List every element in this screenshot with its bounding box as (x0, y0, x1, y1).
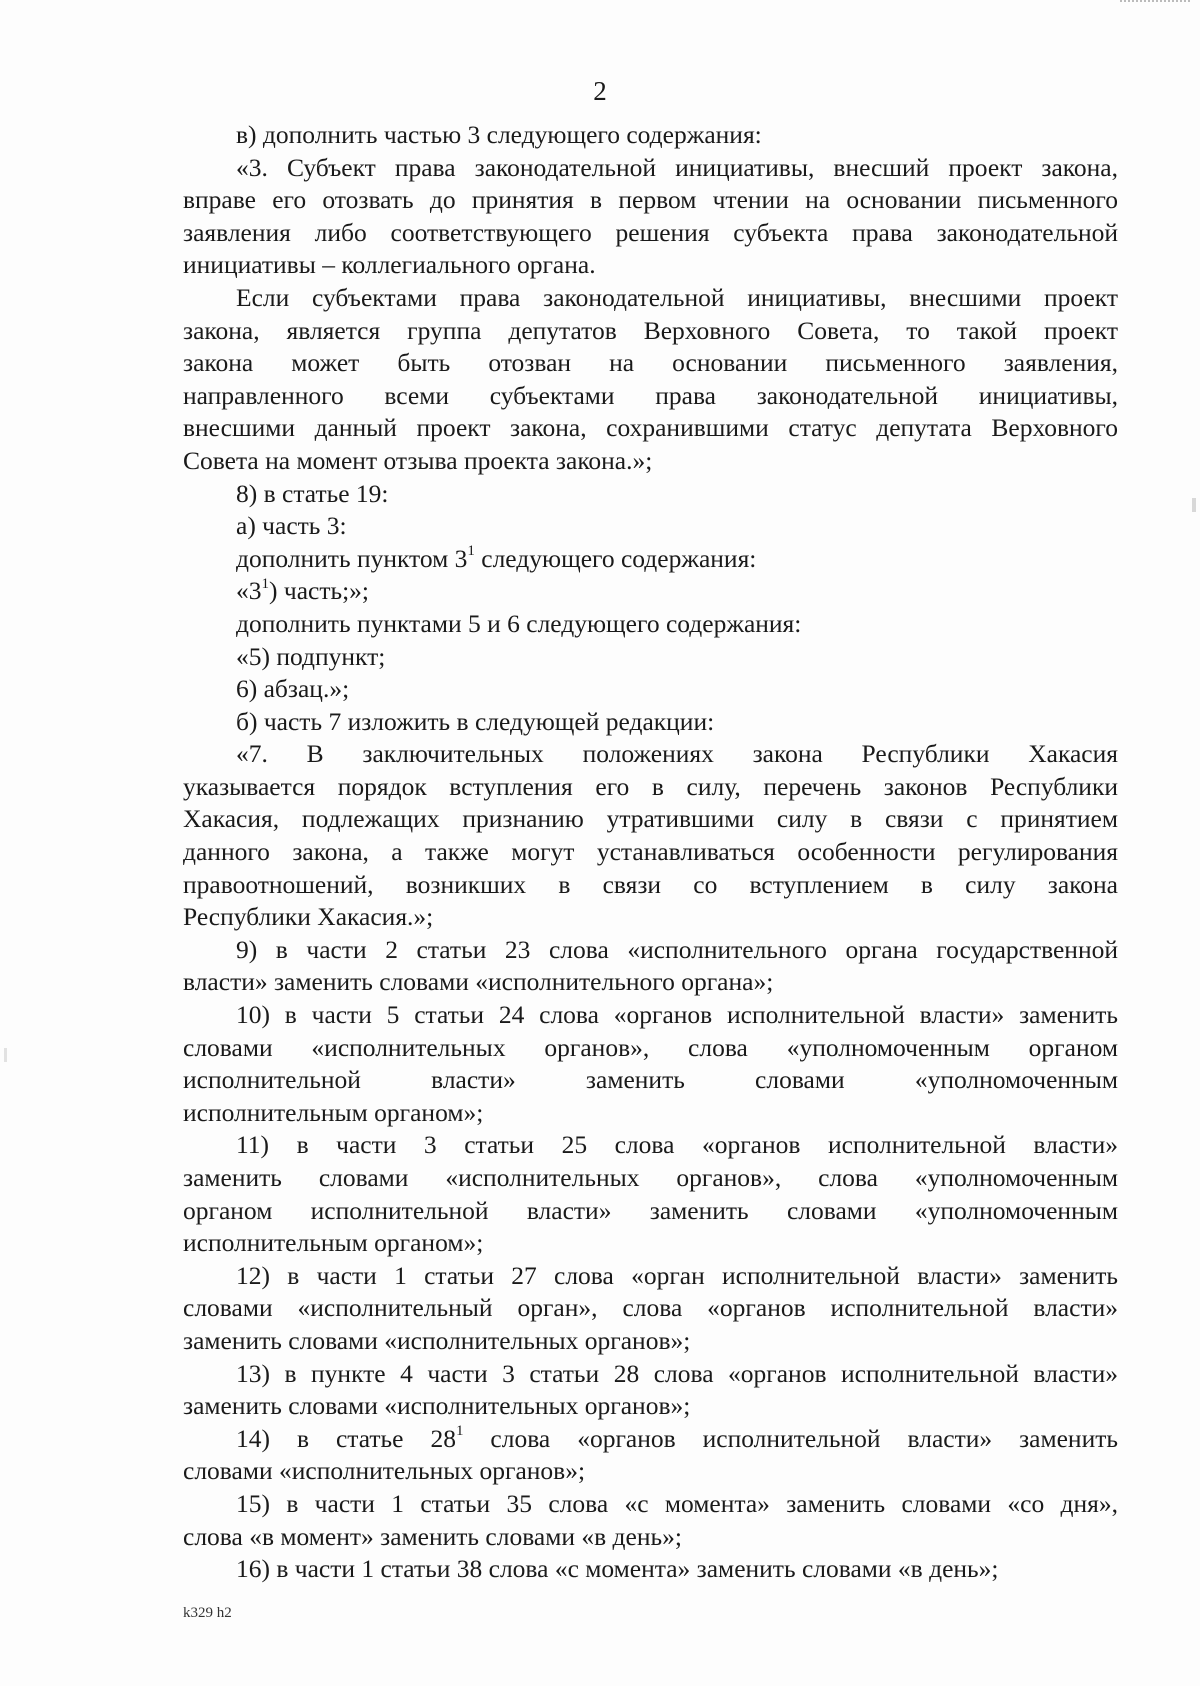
text-line: органом исполнительной власти» заменить словами «уполномоченным (183, 1195, 1118, 1225)
text-line: словами «исполнительных органов», слова «уполномоченным органом (183, 1032, 1118, 1062)
text-line: власти» заменить словами «исполнительного органа»; (183, 967, 774, 997)
text-line: 6) абзац.»; (236, 674, 350, 704)
text-line: правоотношений, возникших в связи со вступлением в силу закона (183, 869, 1118, 899)
text-fragment: «3 (236, 576, 262, 606)
text-line: внесшими данный проект закона, сохранившими статус депутата Верховного (183, 413, 1118, 443)
text-line: закона может быть отозван на основании письменного заявления, (183, 348, 1118, 378)
text-line: Хакасия, подлежащих признанию утратившими силу в связи с принятием (183, 804, 1118, 834)
text-line: 13) в пункте 4 части 3 статьи 28 слова «органов исполнительной власти» (236, 1358, 1118, 1388)
text-line: заменить словами «исполнительных органов»; (183, 1325, 691, 1355)
superscript: 1 (261, 575, 269, 592)
text-fragment: дополнить пунктом 3 (236, 543, 468, 573)
text-fragment: следующего содержания: (474, 543, 757, 573)
text-line: вправе его отозвать до принятия в первом чтении на основании письменного (183, 185, 1118, 215)
text-line: 12) в части 1 статьи 27 слова «орган исполнительной власти» заменить (236, 1260, 1118, 1290)
text-line: «5) подпункт; (236, 641, 386, 671)
text-line: Если субъектами права законодательной инициативы, внесшими проект (236, 282, 1118, 312)
text-line: заменить словами «исполнительных органов»; (183, 1391, 691, 1421)
superscript: 1 (467, 543, 475, 560)
text-line: исполнительным органом»; (183, 1097, 484, 1127)
text-line: дополнить пунктами 5 и 6 следующего содержания: (236, 608, 802, 638)
text-line: исполнительной власти» заменить словами «уполномоченным (183, 1065, 1118, 1095)
text-line: 9) в части 2 статьи 23 слова «исполнительного органа государственной (236, 934, 1118, 964)
text-line: исполнительным органом»; (183, 1228, 484, 1258)
footer-document-code: k329 h2 (183, 1605, 232, 1621)
text-line: а) часть 3: (236, 511, 347, 541)
text-line: б) часть 7 изложить в следующей редакции: (236, 706, 715, 736)
text-line: слова «в момент» заменить словами «в день»; (183, 1521, 682, 1551)
text-fragment: слова «органов исполнительной власти» заменить (463, 1423, 1119, 1453)
scan-edge-mark-left (4, 1048, 7, 1062)
page-number: 2 (593, 76, 607, 106)
text-line: 15) в части 1 статьи 35 слова «с момента» заменить словами «со дня», (236, 1488, 1118, 1518)
text-line: «3. Субъект права законодательной инициативы, внесший проект закона, (236, 152, 1118, 182)
text-line: заменить словами «исполнительных органов», слова «уполномоченным (183, 1163, 1118, 1192)
document-body (183, 119, 1118, 1586)
scan-edge-mark (1192, 498, 1196, 512)
text-line (183, 543, 1118, 576)
text-line: данного закона, а также могут устанавливаться особенности регулирования (183, 837, 1118, 867)
text-line: «7. В заключительных положениях закона Республики Хакасия (236, 739, 1118, 769)
text-line: словами «исполнительных органов»; (183, 1456, 586, 1486)
text-line: 8) в статье 19: (236, 478, 389, 508)
text-line: заявления либо соответствующего решения субъекта права законодательной (183, 217, 1118, 247)
text-line: 10) в части 5 статьи 24 слова «органов исполнительной власти» заменить (236, 1000, 1118, 1030)
text-line: Совета на момент отзыва проекта закона.»; (183, 445, 653, 475)
superscript: 1 (455, 1423, 464, 1440)
text-line (183, 575, 1118, 608)
text-fragment: ) часть;»; (269, 576, 370, 606)
scan-corner-mark (1120, 0, 1190, 6)
text-line: 11) в части 3 статьи 25 слова «органов исполнительной власти» (236, 1130, 1118, 1160)
text-line (183, 1423, 1118, 1456)
text-line: 16) в части 1 статьи 38 слова «с момента» заменить словами «в день»; (236, 1554, 999, 1584)
text-line: Республики Хакасия.»; (183, 902, 434, 932)
text-line: инициативы – коллегиального органа. (183, 250, 596, 280)
text-line: словами «исполнительный орган», слова «органов исполнительной власти» (183, 1293, 1118, 1323)
text-line: направленного всеми субъектами права законодательной инициативы, (183, 380, 1118, 410)
text-line: указывается порядок вступления его в силу, перечень законов Республики (183, 771, 1118, 801)
text-fragment: 14) в статье 28 (236, 1423, 456, 1453)
text-line: в) дополнить частью 3 следующего содержания: (236, 120, 762, 149)
text-line: закона, является группа депутатов Верховного Совета, то такой проект (183, 315, 1118, 345)
